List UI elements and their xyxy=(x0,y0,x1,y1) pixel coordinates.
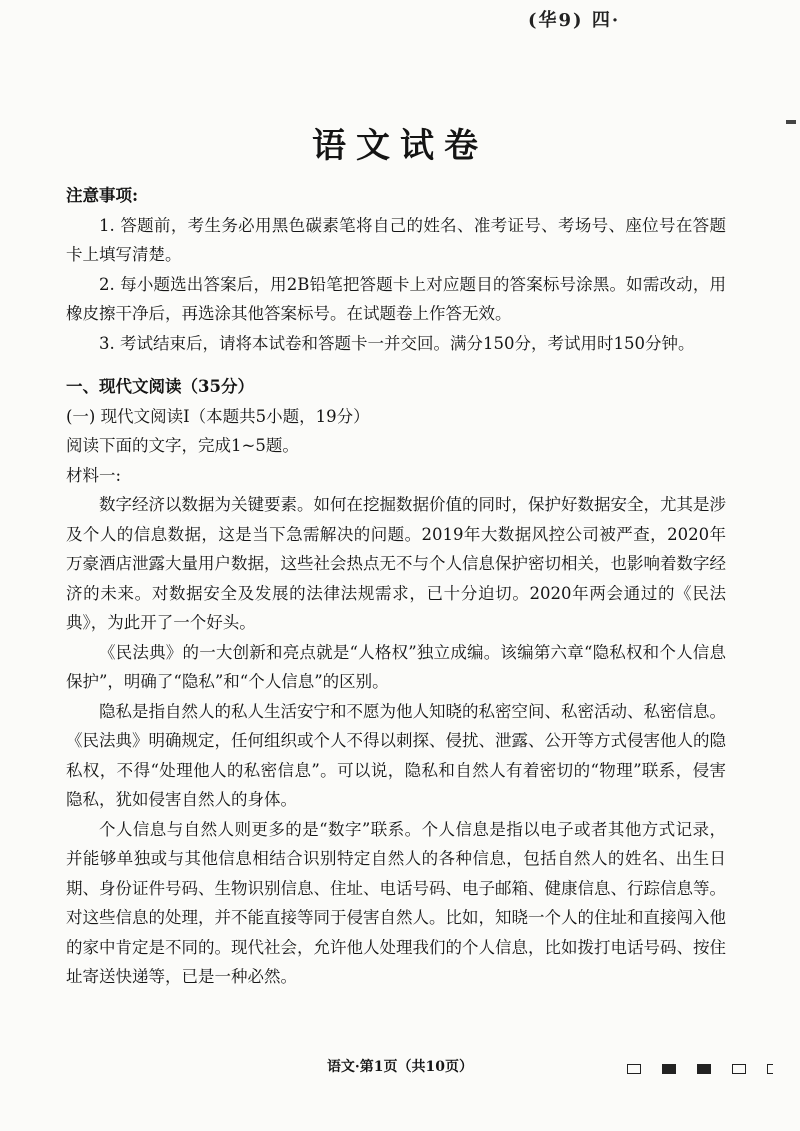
material-paragraph: 《民法典》的一大创新和亮点就是“人格权”独立成编。该编第六章“隐私权和个人信息保护”，明确了“隐私”和“个人信息”的区别。 xyxy=(66,642,726,691)
section-heading: 一、现代文阅读（35分） xyxy=(66,377,254,396)
notice-item-2: 2. 每小题选出答案后，用2B铅笔把答题卡上对应题目的答案标号涂黑。如需改动，用橡皮擦干净后，再选涂其他答案标号。在试题卷上作答无效。 xyxy=(66,274,726,323)
notice-block xyxy=(66,181,726,358)
scan-mark-empty xyxy=(627,1064,641,1074)
notice-item-1: 1. 答题前，考生务必用黑色碳素笔将自己的姓名、准考证号、考场号、座位号在答题卡上填写清楚。 xyxy=(66,215,726,264)
scan-mark-partial xyxy=(767,1064,773,1074)
material-label: 材料一: xyxy=(66,465,122,485)
notice-heading: 注意事项: xyxy=(66,186,139,205)
scan-mark-empty xyxy=(732,1064,746,1074)
page-footer: 语文·第1页（共10页） xyxy=(326,1059,474,1075)
notice-item-3: 3. 考试结束后，请将本试卷和答题卡一并交回。满分150分，考试用时150分钟。 xyxy=(99,333,695,353)
scan-mark-filled xyxy=(662,1064,676,1074)
section-instruction: 阅读下面的文字，完成1~5题。 xyxy=(66,436,299,455)
material-paragraph: 个人信息与自然人则更多的是“数字”联系。个人信息是指以电子或者其他方式记录，并能够单独或与其他信息相结合识别特定自然人的各种信息，包括自然人的姓名、出生日期、身份证件号码、生物识别信息、住址、电话号码、电子邮箱、健康信息、行踪信息等。对这些信息的处理，并不能直接等同于侵害自然人。比如，知晓一个人的住址和直接闯入他的家中肯定是不同的。现代社会，允许他人处理我们的个人信息，比如拨打电话号码、按住址寄送快递等，已是一种必然。 xyxy=(66,819,726,986)
scan-mark-filled xyxy=(697,1064,711,1074)
reading-section xyxy=(66,372,726,992)
top-stamp: (华9) 四· xyxy=(528,10,621,31)
material-paragraph: 隐私是指自然人的私人生活安宁和不愿为他人知晓的私密空间、私密活动、私密信息。《民法典》明确规定，任何组织或个人不得以刺探、侵扰、泄露、公开等方式侵害他人的隐私权，不得“处理他人的私密信息”。可以说，隐私和自然人有着密切的“物理”联系，侵害隐私，犹如侵害自然人的身体。 xyxy=(66,701,726,809)
section-subheading: (一) 现代文阅读Ⅰ（本题共5小题，19分） xyxy=(66,406,370,426)
material-paragraph: 数字经济以数据为关键要素。如何在挖掘数据价值的同时，保护好数据安全，尤其是涉及个人的信息数据，这是当下急需解决的问题。2019年大数据风控公司被严查，2020年万豪酒店泄露大量用户数据，这些社会热点无不与个人信息保护密切相关，也影响着数字经济的未来。对数据安全及发展的法律法规需求，已十分迫切。2020年两会通过的《民法典》，为此开了一个好头。 xyxy=(66,495,726,632)
scan-marks xyxy=(627,1058,773,1072)
page-title: 语文试卷 xyxy=(312,126,488,166)
